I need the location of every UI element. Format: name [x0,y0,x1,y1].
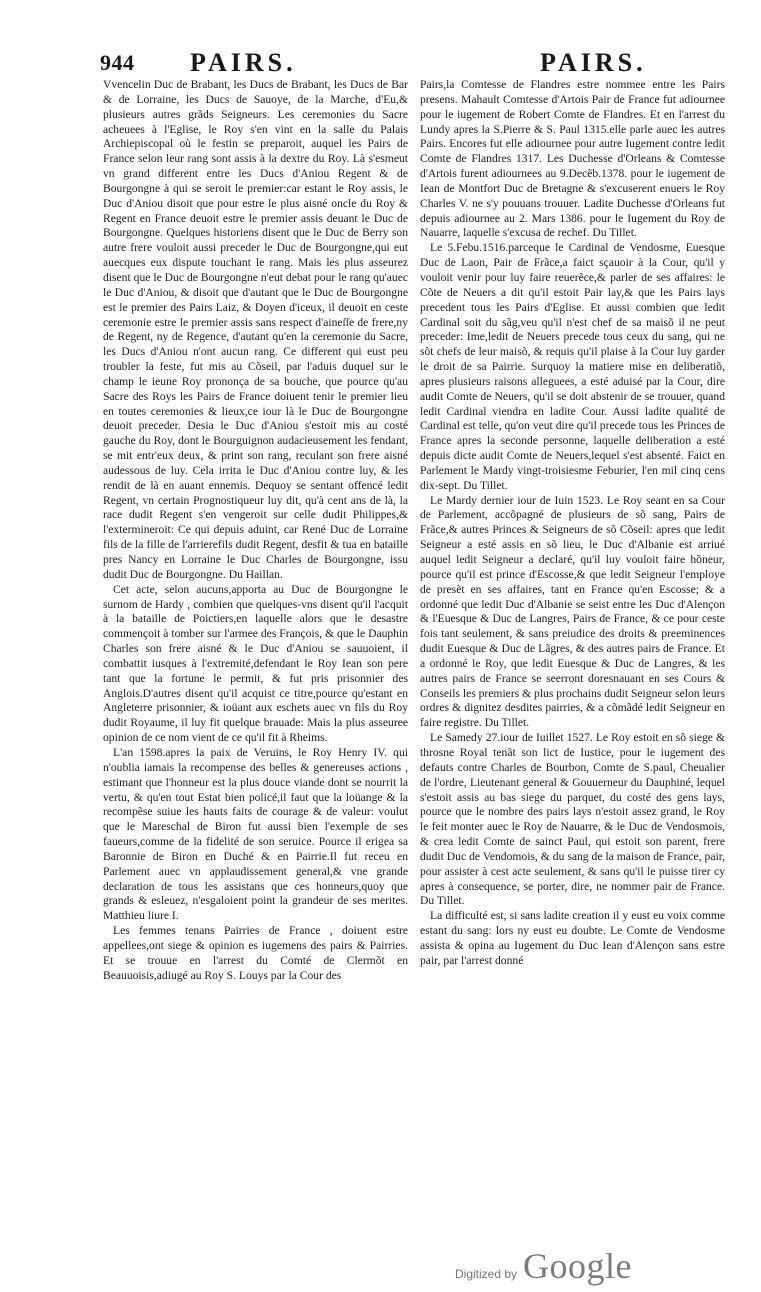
left-column [103,78,408,983]
paragraph: Le Mardy dernier iour de Iuin 1523. Le Roy seant en sa Cour de Parlement, accõpagné de plusieurs de sõ sang, Pairs de Frãce,& autres Princes & Seigneurs de sõ Cõseil: apres que ledit Seigneur a esté assis en sõ lieu, le Duc d'Albanie est arriué auquel ledit Seigneur a declaré, qu'il luy vouloit faire hõneur, pource qu'il est prince d'Escosse,& que ledit Seigneur l'employe de presẽt en ses affaires, tant en France qu'en Escosse; & a ordonné que ledit Duc d'Albanie se seist entre les Duc d'Alençon & l'Euesque & Duc de Langres, Pairs de France, & ce pour ceste fois tant seulement, & sans preiudice des droits & preeminences dudit Euesque & Duc de Lãgres, & des autres pairs de France. Et a ordonné le Roy, que ledit Euesque & Duc de Langres, & les autres pairs de France se seerront doresnauant en ses Cours & Conseils les premiers & plus prochains dudit Seigneur selon leurs ordres & dignitez desdites pairries, & a cõmãdé ledit Seigneur en faire registre. Du Tillet. [420,493,725,730]
digitized-label: Digitized by [455,1267,518,1281]
paragraph: Les femmes tenans Pairries de France , doiuent estre appellees,ont siege & opinion es iugemens des pairs & Pairries. Et se trouue en l'arrest du Comté de Clermõt en Beauuoisis,adiugé au Roy S. Louys par la Cour des [103,924,408,982]
digitized-watermark [455,1245,632,1287]
paragraph: Cet acte, selon aucuns,apporta au Duc de Bourgongne le surnom de Hardy , combien que quelques-vns disent qu'il l'acquit à la bataille de Poictiers,en laquelle alors que le desastre commençoit à tomber sur l'armee des François, & que le Dauphin Charles son frere aisné & le Duc d'Aniou se sauuoient, il combattit iusques à l'extremité,defendant le Roy Iean son pere tant que la fortune le permit, & fut pris prisonnier des Anglois.D'autres disent qu'il acquist ce titre,pource qu'estant en Angleterre prisonnier, & ioüant aux eschets auec vn fils du Roy dudit Royaume, il luy fit quelque brauade: Mais la plus asseuree opinion de ce nom vient de ce qu'il fit à Rheims. [103,582,408,745]
paragraph: Pairs,la Comtesse de Flandres estre nommee entre les Pairs presens. Mahault Comtesse d'Artois Pair de France fut adiournee pour le iugement de Robert Comte de Flandres. Et en l'arrest du Lundy apres la S.Pierre & S. Paul 1315.elle parle auec les autres Pairs. Encores fut elle adiournee pour autre Iugement contre ledit Comte de Flandres 1317. Les Duchesse d'Orleans & Comtesse d'Artois furent adiournees au 9.Decẽb.1378. pour le iugement de Iean de Montfort Duc de Bretagne & s'excuserent enuers le Roy Charles V. ne s'y pouuans trouuer. Ladite Duchesse d'Orleans fut depuis adiournee au 2. Mars 1386. pour le Iugement du Roy de Nauarre, laquelle s'excusa de rechef. Du Tillet. [420,78,725,240]
google-logo: Google [523,1246,633,1286]
page-number: 944 [100,50,135,75]
paragraph: Le 5.Febu.1516.parceque le Cardinal de Vendosme, Euesque Duc de Laon, Pair de Frãce,a faict sçauoir à la Cour, qu'il y vouloit venir pour luy faire reuerẽce,& parler de ses affaires: le Cõte de Neuers a dit qu'il estoit Pair lay,& que les Pairs lays precedent tous les Pairs d'Eglise. Et aussi combien que ledit Cardinal soit du sãg,veu qu'il n'est chef de sa maisõ il ne peut preceder: Ime,ledit de Neuers precede tous ceux du sang, qui ne sõt chefs de leur maisõ, & requis qu'il plaise à la Cour luy garder le droit de sa Pairrie. Surquoy la matiere mise en deliberatiõ, apres plusieurs raisons alleguees, a esté aduisé par la Cour, dire audit Comte de Neuers, qu'il se doit abstenir de se trouuer, quand ledit Cardinal viendra en ladite Cour. Aussi ladite qualité de Cardinal est telle, qu'on veut dire qu'il precede tous les Princes de France apres la seconde personne, laquelle deliberation a esté depuis dicte audit Comte de Neuers,lequel s'est absenté. Faict en Parlement le Mardy vingt-troisiesme Feburier, l'en mil cinq cens dix-sept. Du Tillet. [420,241,725,492]
right-column [420,78,725,969]
paragraph: La difficulté est, si sans ladite creation il y eust eu voix comme estant du sang: lors ny eust eu doubte. Le Comte de Vendosme assista & opina au Iugement du Duc Iean d'Alençon sans estre pair, par l'arrest donné [420,909,725,967]
paragraph: Vvencelin Duc de Brabant, les Ducs de Brabant, les Ducs de Bar & de Lorraine, les Ducs de Sauoye, de la Marche, d'Eu,& plusieurs autres grãds Seigneurs. Les ceremonies du Sacre acheuees à l'Eglise, le Roy s'en vint en la salle du Palais Archiepiscopal où le festin se preparoit, auquel les Pairs de France selon leur rang sont assis à la dextre du Roy. Là s'esmeut vn grand different entre les Ducs d'Aniou Regent & de Bourgongne à qui se seroit le premier:car estant le Roy assis, le Duc d'Aniou disoit que pour estre le plus aisné oncle du Roy & Regent en France deuoit estre le premier assis deuant le Duc de Bourgongne. Quelques historiens disent que le Duc de Berry son autre frere vouloit aussi preceder le Duc de Bourgongne,qui eut auecques eux dispute touchant le rang. Mais les plus asseurez disent que le Duc de Bourgongne n'eut debat pour le rang qu'auec le Duc d'Aniou, & disoit que d'autant que le Duc de Bourgongne est le premier des Pairs Laiz, & Doyen d'iceux, il deuoit en ceste ceremonie estre le premier assis sans respect d'aineſſe de frere,ny de Regent, ny de Regence, d'autant qu'en la ceremonie du Sacre, les Ducs d'Aniou n'ont aucun rang. Ce different qui eust peu troubler la feste, fut mis au Cõseil, par l'aduis duquel sur le champ le ieune Roy prononça de sa bouche, que pource qu'au Sacre des Roys les Pairs de France doiuent tenir le premier lieu en toutes ceremonies & lieux,ce iour là le Duc de Bourgongne deuoit preceder. Desia le Duc d'Aniou s'estoit mis au costé gauche du Roy, dont le Bourguignon audacieusement les fendant, se mit entr'eux deux, & print son rang, reculant son frere aisné audessous de luy. Cela irrita le Duc d'Aniou contre luy, & les rendit de là en auant ennemis. Dequoy se sentant offencé ledit Regent, vn certain Prognostiqueur luy dit, qu'à cent ans de là, la race dudit Regent s'en vengeroit sur celle dudit Philippes,& l'extermineroit: Ce qui depuis aduint, car René Duc de Lorraine fils de la fille de l'arrierefils dudit Regent, desfit & tua en bataille pres Nancy en Lorraine le Duc Charles de Bourgongne, issu dudit Duc de Bourgongne. Du Haillan. [103,78,408,581]
running-head-left: PAIRS. [190,48,297,77]
paragraph: L'an 1598.apres la paix de Veruins, le Roy Henry IV. qui n'oublia iamais la recompense des belles & genereuses actions , estimant que l'honneur est la plus douce viande dont se nourrit la vertu, & qu'en tout Estat bien policé,il faut que la loüange & la recompẽse suiue les hauts faits de courage & de valeur: voulut que le Mareschal de Biron fut aussi bien l'exemple de ses faueurs,comme de la fidelité de son seruice. Pource il erigea sa Baronnie de Biron en Duché & en Pairrie.Il fut receu en Parlement auec vn applaudissement general,& vne grande declaration de tous les assistans que ces honneurs,quoy que grands & esleuez, n'esgaloient point la grandeur de ses merites. Matthieu liure I. [103,745,408,923]
running-head-right: PAIRS. [540,48,647,77]
paragraph: Le Samedy 27.iour de Iuillet 1527. Le Roy estoit en sõ siege & throsne Royal tenãt son lict de Iustice, pour le iugement des defauts contre Charles de Bourbon, Comte de S.paul, Cheualier de l'ordre, Lieutenant general & Gouuerneur du Dauphiné, lequel s'estoit assis au bas siege du parquet, du costé des gens lays, pource que le nombre des pairs lays n'estoit assez grand, le Roy le feit monter auec le Roy de Nauarre, & le Duc de Vendosmois, & crea ledit Comte de sainct Paul, qui estoit son parent, frere dudit Duc de Vendomois, & du sang de la maison de France, pair, pour assister à cest acte seulement, & sans qu'il le puisse tirer cy apres à consequence, se porter, dire, ne nommer pair de France. Du Tillet. [420,731,725,908]
